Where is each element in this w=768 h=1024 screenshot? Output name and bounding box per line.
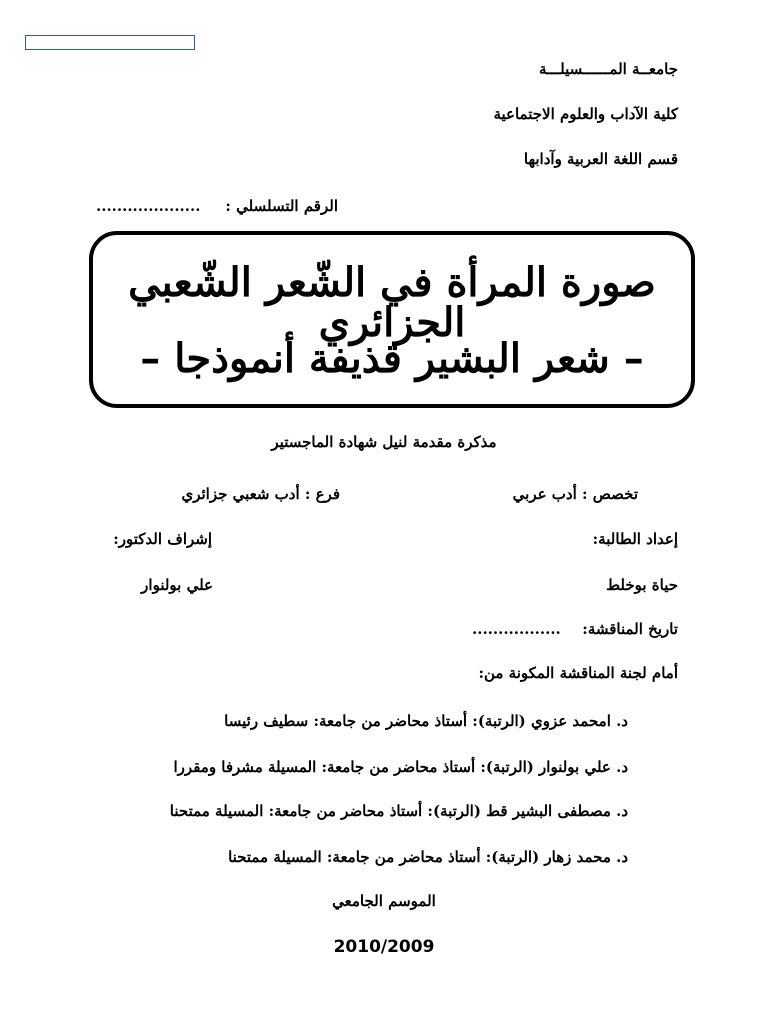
academic-season-label: الموسم الجامعي xyxy=(332,892,436,910)
defense-date-value: ................. xyxy=(472,620,561,638)
supervisor-label: إشراف الدكتور: xyxy=(113,530,212,548)
serial-number-value: .................... xyxy=(96,197,201,215)
committee-label: أمام لجنة المناقشة المكونة من: xyxy=(478,664,678,682)
committee-member: د. امحمد عزوي (الرتبة): أستاذ محاضر من جامعة: سطيف رئيسا xyxy=(224,712,628,730)
specialty: تخصص : أدب عربي xyxy=(512,485,638,503)
student-name: حياة بوخلط xyxy=(606,576,678,594)
academic-year: 2010/2009 xyxy=(333,937,435,957)
thesis-title-line-2: – شعر البشير قذيفة أنموذجا – xyxy=(140,335,644,382)
link-placeholder-box[interactable] xyxy=(25,35,195,50)
faculty-name: كلية الآداب والعلوم الاجتماعية xyxy=(493,105,678,123)
thesis-title-line-1: صورة المرأة في الشّعر الشّعبي الجزائري xyxy=(128,259,656,346)
thesis-title-box xyxy=(89,231,695,408)
university-name: جامعــة المــــــسيلـــة xyxy=(538,60,678,78)
committee-member: د. محمد زهار (الرتبة): أستاذ محاضر من جامعة: المسيلة ممتحنا xyxy=(228,848,628,866)
serial-number-label: الرقم التسلسلي : xyxy=(225,197,338,215)
committee-member: د. مصطفى البشير قط (الرتبة): أستاذ محاضر من جامعة: المسيلة ممتحنا xyxy=(169,802,628,820)
committee-member: د. علي بولنوار (الرتبة): أستاذ محاضر من جامعة: المسيلة مشرفا ومقررا xyxy=(173,758,628,776)
branch: فرع : أدب شعبي جزائري xyxy=(181,485,340,503)
prepared-by-label: إعداد الطالبة: xyxy=(592,530,678,548)
defense-date-label: تاريخ المناقشة: xyxy=(582,620,678,638)
supervisor-name: علي بولنوار xyxy=(141,576,213,594)
department-name: قسم اللغة العربية وآدابها xyxy=(523,150,678,168)
thesis-purpose: مذكرة مقدمة لنيل شهادة الماجستير xyxy=(271,433,497,451)
